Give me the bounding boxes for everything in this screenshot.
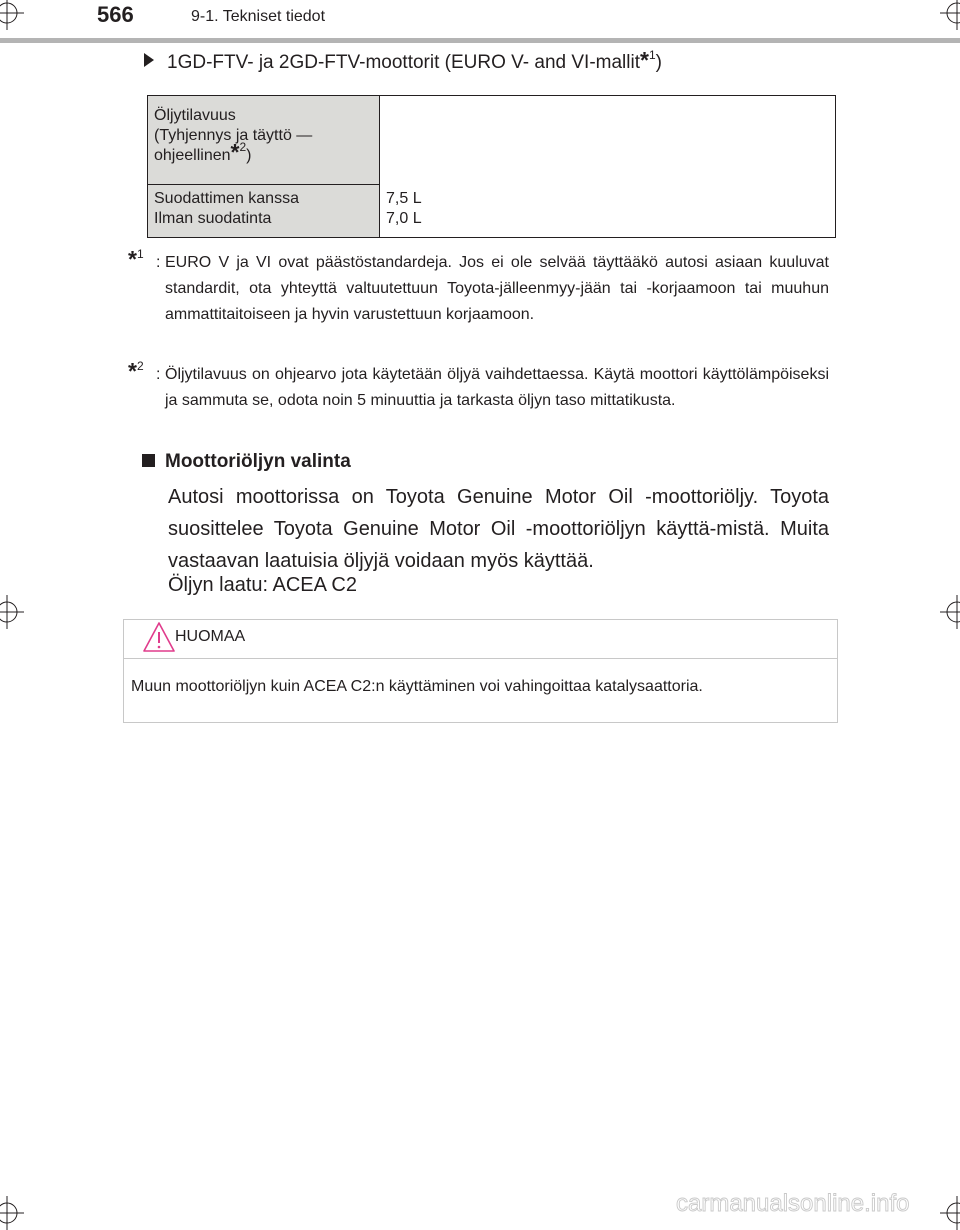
footnote-2: *$^2$ : Öljytilavuus on ohjearvo jota käytetään öljyä vaihdettaessa. Käytä moottori käyttölämpöiseksi ja sammuta se, odota noin 5 minuuttia ja tarkasta öljyn taso mittatikusta. — [128, 358, 829, 409]
crop-mark-mid-right — [940, 595, 960, 629]
filter-labels: Suodattimen kanssa Ilman suodatinta — [148, 185, 380, 238]
watermark-logo — [676, 1187, 958, 1224]
crop-mark-mid-left — [0, 595, 24, 629]
section-title: 9-1. Tekniset tiedot — [191, 8, 326, 25]
arrow-right-icon — [144, 53, 154, 67]
caution-title: HUOMAA — [175, 628, 246, 645]
footnote-1: *$^1$ : EURO V ja VI ovat päästöstandardeja. Jos ei ole selvää täyttääkö autosi asiaan kuuluvat standardit, ota yhteyttä valtuutettuun Toyota-jälleenmyy-jään tai -korjaamoon tai muuhun ammattitaitoiseen ja hyvin varustettuun korjaamoon. — [128, 246, 829, 323]
footnote-1-text: EURO V ja VI ovat päästöstandardeja. Jos ei ole selvää täyttääkö autosi asiaan kuuluvat standardit, ota yhteyttä valtuutettuun Toyota-jälleenmyy-jään tai -korjaamoon tai muuhun ammattitaitoiseen ja hyvin varustettuun korjaamoon. — [165, 254, 829, 323]
table-row — [148, 185, 836, 238]
page-header — [0, 0, 960, 46]
oil-capacity-value-header — [380, 96, 836, 185]
header-rule — [0, 38, 960, 43]
square-bullet-icon — [142, 454, 155, 467]
footnote-ref: 1 — [648, 48, 656, 62]
page-number: 566 — [97, 2, 134, 27]
oil-capacity-label: Öljytilavuus (Tyhjennys ja täyttö — ohjeellinen*$^2$) — [148, 96, 380, 185]
caution-header — [124, 620, 837, 659]
engine-heading-close: ) — [655, 52, 662, 73]
svg-text:carmanualsonline.info: carmanualsonline.info — [676, 1190, 910, 1217]
caution-text: Muun moottoriöljyn kuin ACEA C2:n käyttäminen voi vahingoittaa katalysaattoria. — [131, 678, 703, 695]
engine-heading-text: 1GD-FTV- ja 2GD-FTV-moottorit (EURO V- and VI-mallit — [167, 52, 640, 73]
filter-values: 7,5 L 7,0 L — [380, 185, 836, 238]
section-heading: Moottoriöljyn valinta — [142, 451, 351, 473]
footnote-2-text: Öljytilavuus on ohjearvo jota käytetään öljyä vaihdettaessa. Käytä moottori käyttölämpöiseksi ja sammuta se, odota noin 5 minuuttia ja tarkasta öljyn taso mittatikusta. — [165, 366, 829, 409]
table-row — [148, 96, 836, 185]
footnote-star: * — [639, 47, 649, 73]
oil-capacity-table — [147, 95, 836, 238]
warning-triangle-icon — [142, 621, 176, 658]
section-body: Autosi moottorissa on Toyota Genuine Motor Oil -moottoriöljy. Toyota suosittelee Toyota Genuine Motor Oil -moottoriöljyn käyttä-mistä. Muita vastaavan laatuisia öljyjä voidaan myös käyttää. — [168, 486, 829, 572]
caution-box — [123, 619, 838, 723]
crop-mark-bottom-left — [0, 1196, 24, 1230]
engine-heading — [144, 47, 662, 74]
oil-quality: Öljyn laatu: ACEA C2 — [168, 574, 357, 596]
